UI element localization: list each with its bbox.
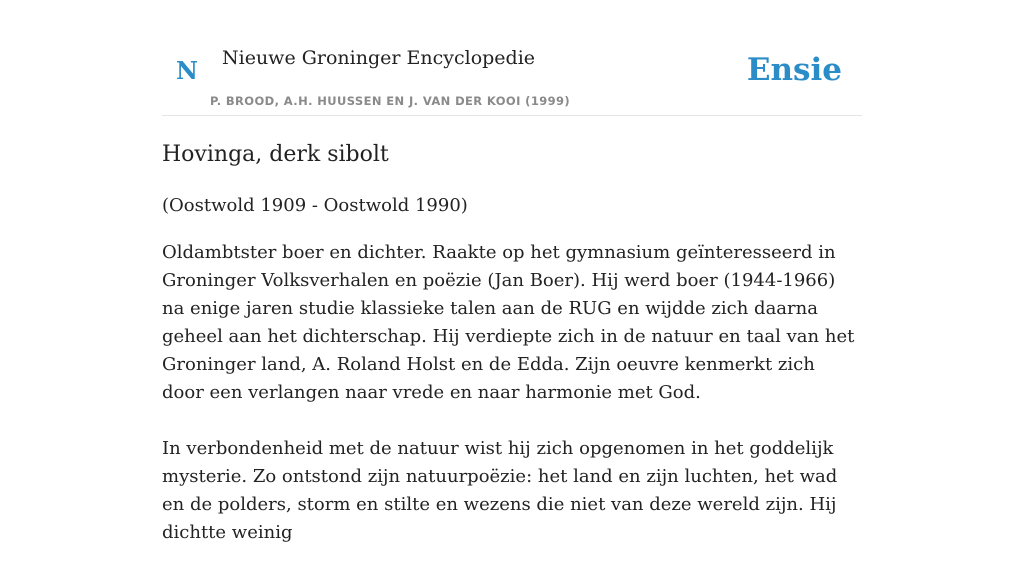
entry-body [162,239,862,575]
encyclopedia-logo[interactable]: N [176,56,198,85]
entry-paragraph: In verbondenheid met de natuur wist hij zich opgenomen in het goddelijk mysterie. Zo ontstond zijn natuurpoëzie: het land en zijn luchten, het wad en de polders, storm en stilte en wezens die niet van deze wereld zijn. Hij dichtte weinig [162,438,838,543]
ensie-brand-logo[interactable]: Ensie [746,52,842,88]
authors-line: P. BROOD, A.H. HUUSSEN EN J. VAN DER KOOI (1999) [210,94,571,108]
entry-lifespan: (Oostwold 1909 - Oostwold 1990) [162,195,468,216]
site-title: Nieuwe Groninger Encyclopedie [222,47,536,69]
content-container [162,0,862,543]
entry-paragraph: Oldambtster boer en dichter. Raakte op het gymnasium geïnteresseerd in Groninger Volksverhalen en poëzie (Jan Boer). Hij werd boer (1944-1966) na enige jaren studie klassieke talen aan de RUG en wijdde zich daarna geheel aan het dichterschap. Hij verdiepte zich in de natuur en taal van het Groninger land, A. Roland Holst en de Edda. Zijn oeuvre kenmerkt zich door een verlangen naar vrede en naar harmonie met God. [162,242,855,403]
site-header [162,0,862,116]
entry-title: Hovinga, derk sibolt [162,142,389,167]
